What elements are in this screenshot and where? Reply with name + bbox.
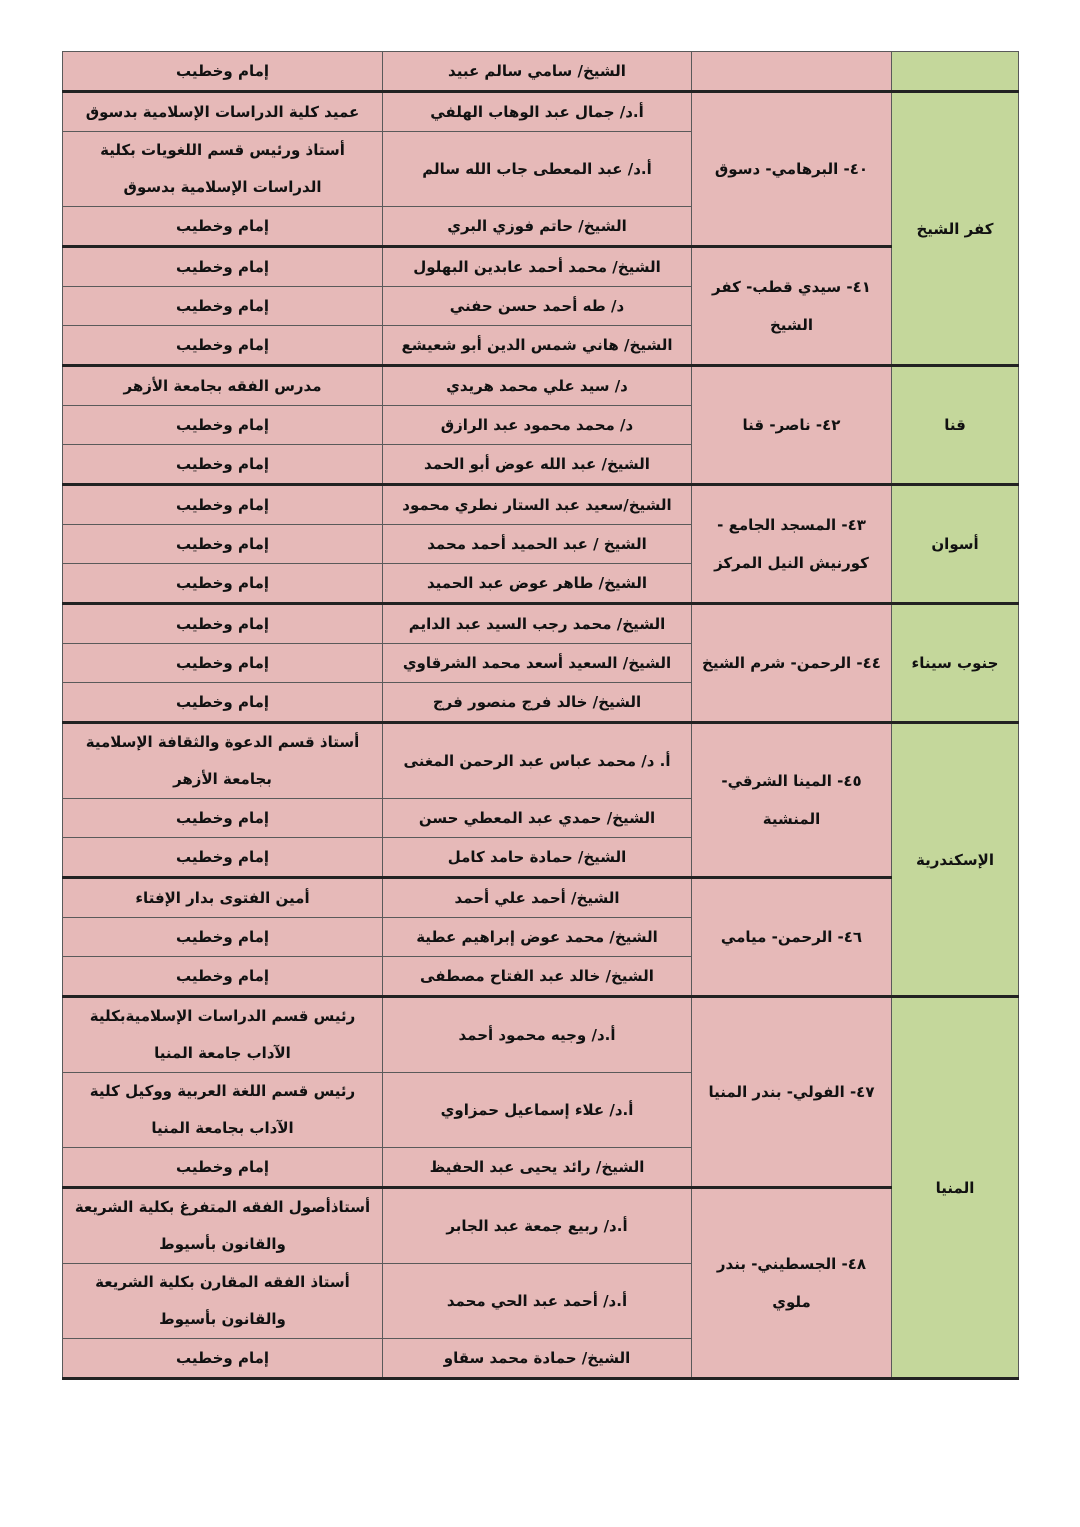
governorate-cell: المنيا <box>892 997 1019 1379</box>
governorate-cell: كفر الشيخ <box>892 92 1019 366</box>
imams-schedule-sheet <box>62 51 1018 1380</box>
preacher-name-cell: د/ محمد محمود عبد الرازق <box>383 406 692 445</box>
preacher-name-cell: الشيخ/ رائد يحيى عبد الحفيظ <box>383 1148 692 1188</box>
mosque-cell: ٤٢- ناصر- قنا <box>692 366 892 485</box>
preacher-name-cell: الشيخ/ محمد عوض إبراهيم عطية <box>383 918 692 957</box>
preacher-role-cell: إمام وخطيب <box>63 485 383 525</box>
preacher-role-cell: إمام وخطيب <box>63 683 383 723</box>
preacher-name-cell: أ.د/ ربيع جمعة عبد الجابر <box>383 1188 692 1264</box>
preacher-name-cell: الشيخ/ حمادة محمد سقاو <box>383 1339 692 1379</box>
preacher-name-cell: أ.د/ جمال عبد الوهاب الهلفي <box>383 92 692 132</box>
preacher-name-cell: أ.د/ علاء إسماعيل حمزاوي <box>383 1073 692 1148</box>
preacher-name-cell: د/ طه أحمد حسن حفني <box>383 287 692 326</box>
table-row <box>63 52 1019 92</box>
table-row <box>63 878 1019 918</box>
mosque-cell: ٤٦- الرحمن- ميامي <box>692 878 892 997</box>
preacher-role-cell: إمام وخطيب <box>63 52 383 92</box>
preacher-name-cell: الشيخ/ هاني شمس الدين أبو شعيشع <box>383 326 692 366</box>
table-row <box>63 604 1019 644</box>
mosque-cell <box>692 52 892 92</box>
preacher-name-cell: الشيخ/ محمد رجب السيد عبد الدايم <box>383 604 692 644</box>
preacher-role-cell: أستاذأصول الفقه المتفرغ بكلية الشريعة والقانون بأسيوط <box>63 1188 383 1264</box>
preacher-name-cell: أ.د/ عبد المعطى جاب الله سالم <box>383 132 692 207</box>
preacher-role-cell: مدرس الفقه بجامعة الأزهر <box>63 366 383 406</box>
governorate-cell: أسوان <box>892 485 1019 604</box>
mosque-cell: ٤٥- المينا الشرقي- المنشية <box>692 723 892 878</box>
table-row <box>63 997 1019 1073</box>
preacher-name-cell: الشيخ/ سامي سالم عبيد <box>383 52 692 92</box>
preacher-role-cell: إمام وخطيب <box>63 957 383 997</box>
preacher-name-cell: الشيخ/ خالد عبد الفتاح مصطفى <box>383 957 692 997</box>
mosque-cell: ٤٠- البرهامي- دسوق <box>692 92 892 247</box>
preacher-role-cell: إمام وخطيب <box>63 207 383 247</box>
preacher-role-cell: إمام وخطيب <box>63 406 383 445</box>
preacher-role-cell: إمام وخطيب <box>63 838 383 878</box>
preacher-name-cell: الشيخ/ خالد فرج منصور فرج <box>383 683 692 723</box>
governorate-cell: الإسكندرية <box>892 723 1019 997</box>
imams-table <box>62 51 1019 1380</box>
preacher-role-cell: رئيس قسم الدراسات الإسلاميةبكلية الآداب جامعة المنيا <box>63 997 383 1073</box>
preacher-name-cell: أ.د/ وجيه محمود أحمد <box>383 997 692 1073</box>
preacher-name-cell: الشيخ/ عبد الله عوض أبو الحمد <box>383 445 692 485</box>
table-row <box>63 247 1019 287</box>
mosque-cell: ٤٧- الفولي- بندر المنيا <box>692 997 892 1188</box>
preacher-name-cell: أ. د/ محمد عباس عبد الرحمن المغنى <box>383 723 692 799</box>
preacher-role-cell: إمام وخطيب <box>63 799 383 838</box>
preacher-role-cell: عميد كلية الدراسات الإسلامية بدسوق <box>63 92 383 132</box>
governorate-cell: جنوب سيناء <box>892 604 1019 723</box>
preacher-role-cell: أستاذ الفقه المقارن بكلية الشريعة والقانون بأسيوط <box>63 1264 383 1339</box>
preacher-role-cell: إمام وخطيب <box>63 247 383 287</box>
table-row <box>63 723 1019 799</box>
governorate-cell <box>892 52 1019 92</box>
mosque-cell: ٤٣- المسجد الجامع - كورنيش النيل المركز <box>692 485 892 604</box>
preacher-role-cell: إمام وخطيب <box>63 287 383 326</box>
table-row <box>63 485 1019 525</box>
preacher-name-cell: د/ سيد علي محمد هريدي <box>383 366 692 406</box>
preacher-name-cell: أ.د/ أحمد عبد الحي محمد <box>383 1264 692 1339</box>
preacher-name-cell: الشيخ/ السعيد أسعد محمد الشرقاوي <box>383 644 692 683</box>
preacher-role-cell: إمام وخطيب <box>63 564 383 604</box>
preacher-role-cell: إمام وخطيب <box>63 604 383 644</box>
preacher-role-cell: أستاذ ورئيس قسم اللغويات بكلية الدراسات الإسلامية بدسوق <box>63 132 383 207</box>
imams-table-body <box>63 52 1019 1379</box>
preacher-role-cell: إمام وخطيب <box>63 918 383 957</box>
mosque-cell: ٤٨- الجسطيني- بندر ملوي <box>692 1188 892 1379</box>
preacher-name-cell: الشيخ/ حمادة حامد كامل <box>383 838 692 878</box>
table-row <box>63 366 1019 406</box>
preacher-name-cell: الشيخ / عبد الحميد أحمد محمد <box>383 525 692 564</box>
preacher-role-cell: أستاذ قسم الدعوة والثقافة الإسلامية بجامعة الأزهر <box>63 723 383 799</box>
preacher-role-cell: أمين الفتوى بدار الإفتاء <box>63 878 383 918</box>
preacher-name-cell: الشيخ/ محمد أحمد عابدين البهلول <box>383 247 692 287</box>
preacher-role-cell: إمام وخطيب <box>63 644 383 683</box>
preacher-role-cell: رئيس قسم اللغة العربية ووكيل كلية الآداب بجامعة المنيا <box>63 1073 383 1148</box>
preacher-role-cell: إمام وخطيب <box>63 525 383 564</box>
preacher-role-cell: إمام وخطيب <box>63 1339 383 1379</box>
governorate-cell: قنا <box>892 366 1019 485</box>
preacher-role-cell: إمام وخطيب <box>63 1148 383 1188</box>
preacher-role-cell: إمام وخطيب <box>63 326 383 366</box>
preacher-role-cell: إمام وخطيب <box>63 445 383 485</box>
table-row <box>63 1188 1019 1264</box>
preacher-name-cell: الشيخ/ طاهر عوض عبد الحميد <box>383 564 692 604</box>
table-row <box>63 92 1019 132</box>
preacher-name-cell: الشيخ/ حمدي عبد المعطي حسن <box>383 799 692 838</box>
preacher-name-cell: الشيخ/ حاتم فوزي البري <box>383 207 692 247</box>
mosque-cell: ٤٤- الرحمن- شرم الشيخ <box>692 604 892 723</box>
mosque-cell: ٤١- سيدي قطب- كفر الشيخ <box>692 247 892 366</box>
preacher-name-cell: الشيخ/ أحمد علي أحمد <box>383 878 692 918</box>
preacher-name-cell: الشيخ/سعيد عبد الستار نطري محمود <box>383 485 692 525</box>
